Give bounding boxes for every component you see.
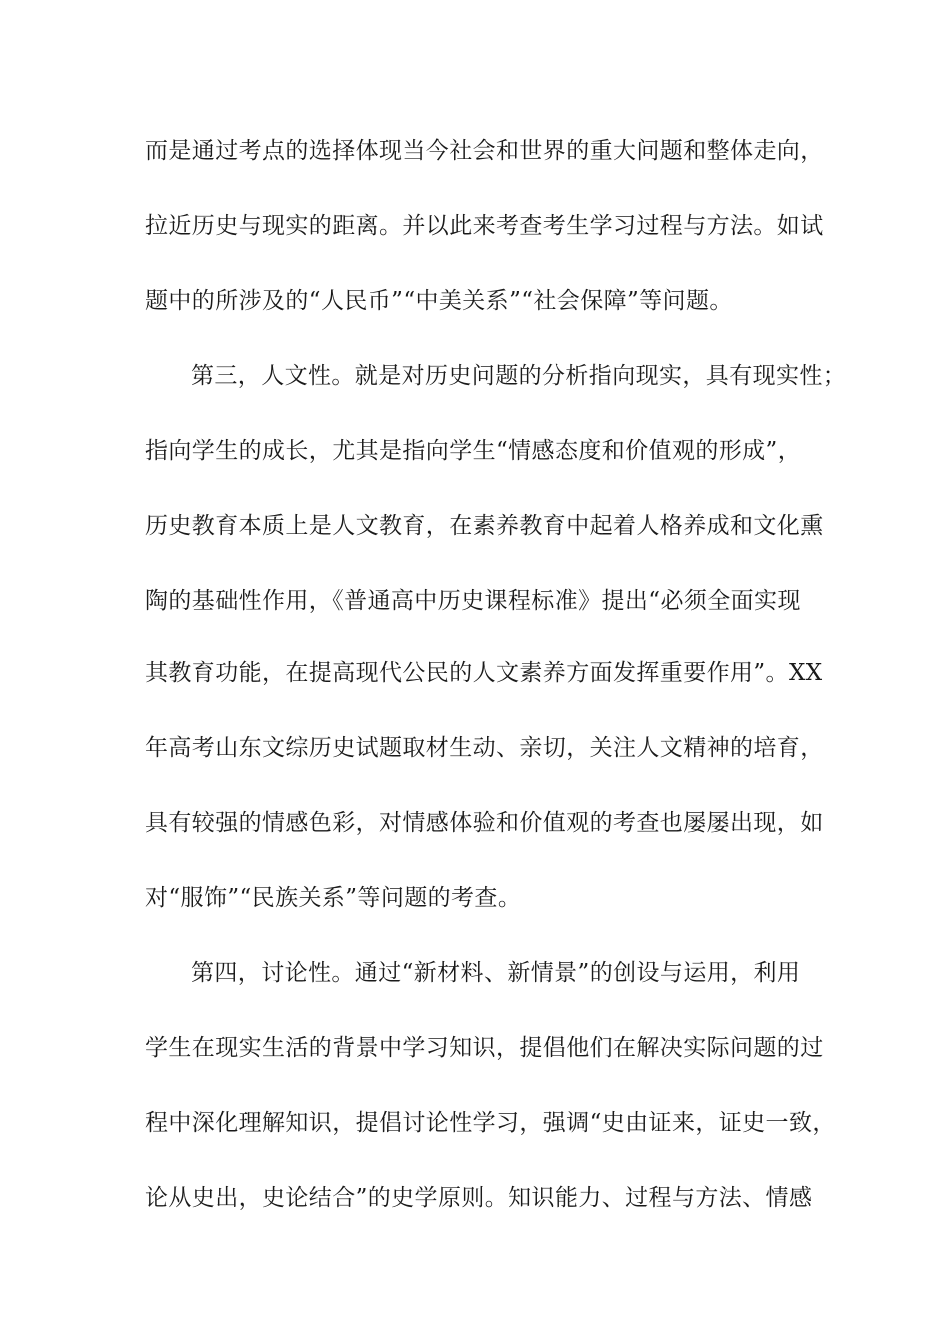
text-line-7: 陶的基础性作用，《普通高中历史课程标准》提出“必须全面实现: [145, 588, 801, 614]
text-line-14: 程中深化理解知识，提倡讨论性学习，强调“史由证来，证史一致，: [145, 1110, 836, 1136]
text-line-6: 历史教育本质上是人文教育，在素养教育中起着人格养成和文化熏: [145, 513, 824, 539]
text-line-11: 对“服饰”“民族关系”等问题的考查。: [145, 885, 522, 911]
text-line-10: 具有较强的情感色彩，对情感体验和价值观的考查也屡屡出现，如: [145, 810, 824, 836]
text-line-3: 题中的所涉及的“人民币”“中美关系”“社会保障”等问题。: [145, 288, 733, 314]
text-line-13: 学生在现实生活的背景中学习知识，提倡他们在解决实际问题的过: [145, 1035, 824, 1061]
paragraph-start-line-12: 第四，讨论性。通过“新材料、新情景”的创设与运用，利用: [191, 960, 801, 986]
paragraph-start-line-4: 第三，人文性。就是对历史问题的分析指向现实，具有现实性；: [191, 363, 847, 389]
text-line-2: 拉近历史与现实的距离。并以此来考查考生学习过程与方法。如试: [145, 213, 824, 239]
text-line-5: 指向学生的成长，尤其是指向学生“情感态度和价值观的形成”，: [145, 438, 802, 464]
text-line-15: 论从史出，史论结合”的史学原则。知识能力、过程与方法、情感: [145, 1185, 813, 1211]
text-line-8: 其教育功能，在提高现代公民的人文素养方面发挥重要作用”。XX: [145, 660, 823, 686]
text-line-9: 年高考山东文综历史试题取材生动、亲切，关注人文精神的培育，: [145, 735, 824, 761]
text-line-1: 而是通过考点的选择体现当今社会和世界的重大问题和整体走向，: [145, 138, 824, 164]
